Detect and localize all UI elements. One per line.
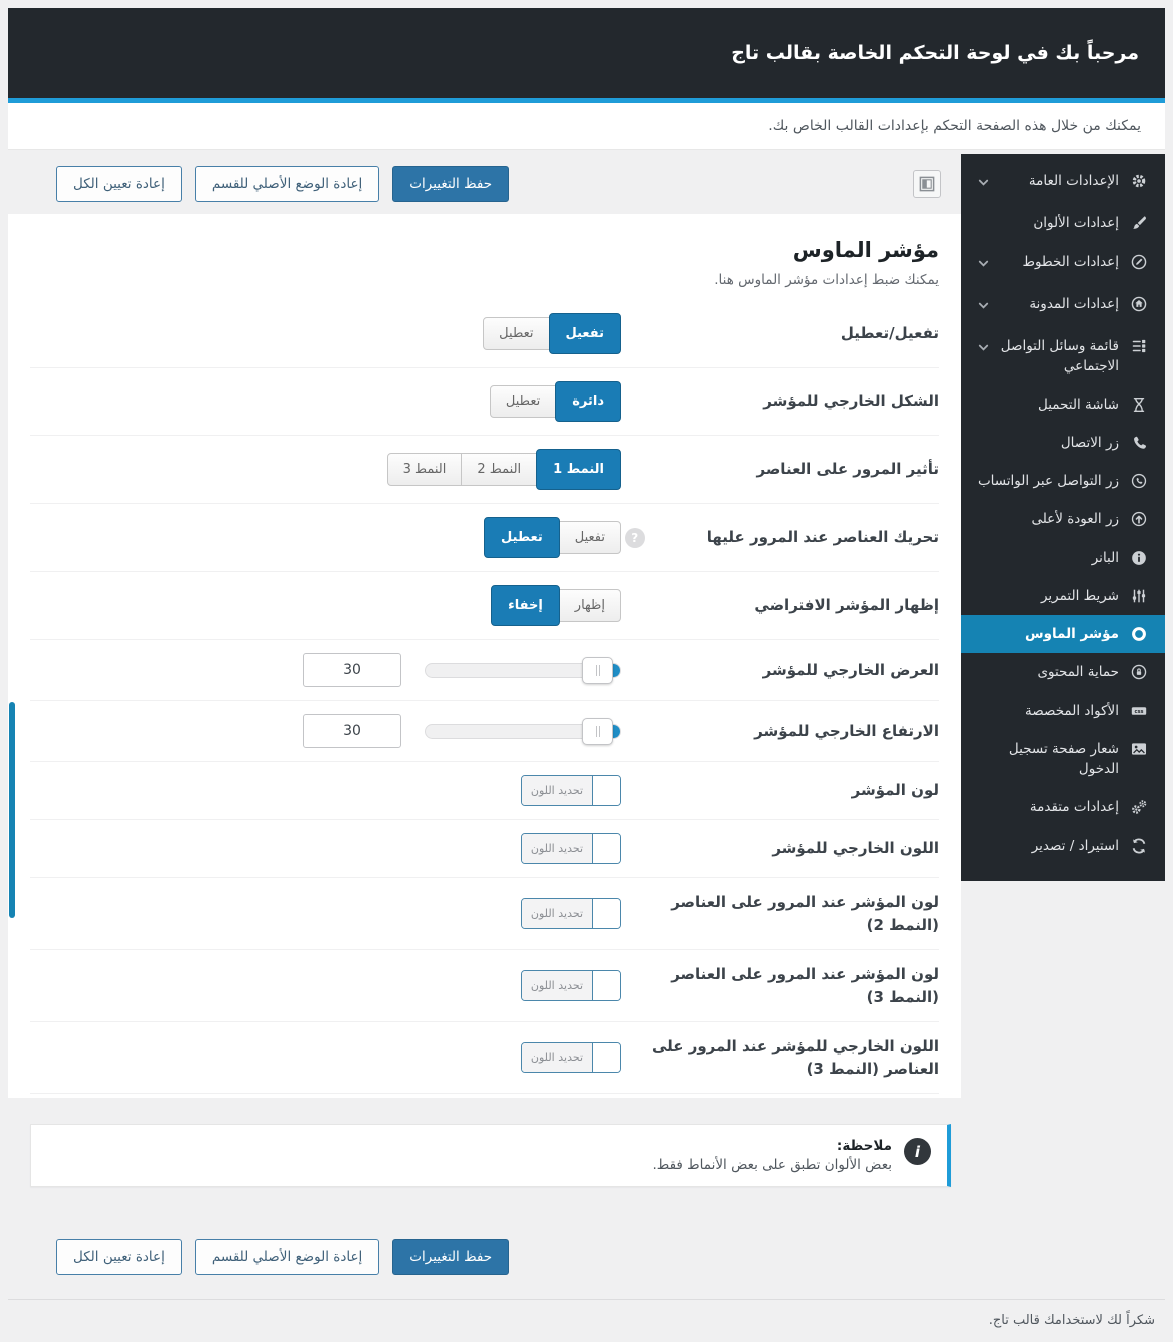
sidebar-item-advanced-settings[interactable]: إعدادات متقدمة [961,788,1165,826]
section-description: يمكنك ضبط إعدادات مؤشر الماوس هنا. [714,272,939,288]
top-button-group [56,166,509,202]
enable-option[interactable]: تفعيل [549,313,622,354]
hover-color-style2-picker[interactable]: تحديد اللون [521,898,621,929]
target-circle-icon [1129,624,1149,643]
circle-option[interactable]: دائرة [555,381,621,422]
save-button[interactable]: حفظ التغييرات [392,1239,509,1275]
hover-style-toggle [387,449,621,490]
sidebar-item-color-settings[interactable]: إعدادات الألوان [961,204,1165,242]
page-title: مرحباً بك في لوحة التحكم الخاصة بقالب تاج [731,42,1139,64]
css-badge-icon [1129,701,1149,720]
setting-row-outer-shape: الشكل الخارجي للمؤشر دائرة تعطيل [30,368,939,436]
reset-section-button[interactable]: إعادة الوضع الأصلي للقسم [195,1239,379,1275]
color-swatch [592,1043,620,1072]
sidebar-item-back-to-top[interactable]: زر العودة لأعلى [961,500,1165,538]
hover-color-style3-picker[interactable]: تحديد اللون [521,970,621,1001]
setting-row-outer-height: الارتفاع الخارجي للمؤشر 30 [30,701,939,762]
sidebar-item-call-button[interactable]: زر الاتصال [961,424,1165,462]
layout-toggle-button[interactable] [913,170,941,198]
setting-row-outer-hover-color-style3: اللون الخارجي للمؤشر عند المرور على العناصر (النمط 3) تحديد اللون [30,1022,939,1094]
page-footer: شكراً لك لاستخدامك قالب تاج. [8,1299,1165,1342]
hourglass-icon [1129,395,1149,414]
outer-height-input[interactable] [303,714,401,748]
color-swatch [592,971,620,1000]
sidebar-item-general-settings[interactable]: الإعدادات العامة [961,162,1165,204]
page-header [8,8,1165,98]
gear-icon [1129,171,1149,190]
style-2-option[interactable]: النمط 2 [461,453,537,486]
show-option[interactable]: إظهار [559,589,621,622]
home-circle-icon [1129,294,1149,313]
sidebar-item-banner[interactable]: البانر [961,539,1165,577]
setting-row-move-elements: تحريك العناصر عند المرور عليها ? تفعيل تعطيل [30,504,939,572]
disable-option[interactable]: تعطيل [490,385,556,418]
image-icon [1129,739,1149,758]
bottom-toolbar [8,1187,961,1291]
sliders-icon [1129,586,1149,605]
chevron-down-icon [977,294,990,318]
default-cursor-toggle [491,585,621,626]
bottom-button-group [56,1239,509,1275]
whatsapp-icon [1129,471,1149,490]
top-toolbar [8,154,961,214]
outer-width-input[interactable] [303,653,401,687]
note-title: ملاحظة: [836,1138,892,1154]
info-circle-icon [1129,548,1149,567]
info-icon: i [904,1138,931,1165]
outer-shape-toggle [490,381,621,422]
list-icon [1129,336,1149,355]
color-swatch [592,899,620,928]
sync-icon [1129,836,1149,855]
outer-width-slider[interactable] [425,663,621,678]
chevron-down-icon [977,171,990,195]
sidebar-item-login-logo[interactable]: شعار صفحة تسجيل الدخول [961,730,1165,789]
sidebar-item-scrollbar[interactable]: شريط التمرير [961,577,1165,615]
color-swatch [592,834,620,863]
arrow-up-circle-icon [1129,509,1149,528]
disable-option[interactable]: تعطيل [483,317,549,350]
chevron-down-icon [977,336,990,360]
enable-toggle [483,313,621,354]
sidebar-item-mouse-cursor[interactable]: مؤشر الماوس [961,615,1165,653]
setting-row-hover-color-style3: لون المؤشر عند المرور على العناصر (النمط 3) تحديد اللون [30,950,939,1022]
save-button[interactable]: حفظ التغييرات [392,166,509,202]
reset-all-button[interactable]: إعادة تعيين الكل [56,166,182,202]
slider-handle[interactable] [582,657,613,684]
mouse-cursor-panel [8,214,961,1098]
settings-sidebar [961,154,1165,881]
sidebar-item-font-settings[interactable]: إعدادات الخطوط [961,243,1165,285]
question-icon[interactable]: ? [625,528,645,548]
cursor-color-picker[interactable]: تحديد اللون [521,775,621,806]
sidebar-item-custom-codes[interactable]: css الأكواد المخصصة [961,692,1165,730]
setting-row-hover-effect: تأثير المرور على العناصر النمط 1 النمط 2 النمط 3 [30,436,939,504]
sidebar-item-loading-screen[interactable]: شاشة التحميل [961,386,1165,424]
color-swatch [592,776,620,805]
sidebar-item-social-menu[interactable]: قائمة وسائل التواصل الاجتماعي [961,327,1165,386]
sidebar-item-whatsapp-button[interactable]: زر التواصل عبر الواتساب [961,462,1165,500]
layout-toggle-icon [919,176,935,192]
phone-icon [1129,433,1149,452]
outer-hover-color-style3-picker[interactable]: تحديد اللون [521,1042,621,1073]
svg-text:css: css [1134,708,1144,715]
note-box [30,1124,951,1187]
slider-handle[interactable] [582,718,613,745]
sidebar-item-content-protection[interactable]: حماية المحتوى [961,653,1165,691]
move-elements-toggle [484,517,621,558]
setting-row-outer-color: اللون الخارجي للمؤشر تحديد اللون [30,820,939,878]
pen-circle-icon [1129,252,1149,271]
outer-color-picker[interactable]: تحديد اللون [521,833,621,864]
setting-row-outer-width: العرض الخارجي للمؤشر 30 [30,640,939,701]
enable-option[interactable]: تفعيل [559,521,621,554]
setting-row-enable: تفعيل/تعطيل تفعيل تعطيل [30,300,939,368]
reset-section-button[interactable]: إعادة الوضع الأصلي للقسم [195,166,379,202]
lock-circle-icon [1129,662,1149,681]
reset-all-button[interactable]: إعادة تعيين الكل [56,1239,182,1275]
scrollbar-thumb[interactable] [9,702,15,918]
setting-row-default-cursor: إظهار المؤشر الافتراضي إظهار إخفاء [30,572,939,640]
sidebar-item-import-export[interactable]: استيراد / تصدير [961,827,1165,865]
note-text: بعض الألوان تطبق على بعض الأنماط فقط. [652,1157,892,1173]
main-content [8,154,961,1291]
chevron-down-icon [977,252,990,276]
section-title: مؤشر الماوس [792,238,939,262]
hide-option[interactable]: إخفاء [491,585,560,626]
brush-icon [1129,213,1149,232]
gears-icon [1129,797,1149,816]
intro-text: يمكنك من خلال هذه الصفحة التحكم بإعدادات القالب الخاص بك. [8,103,1165,150]
sidebar-item-blog-settings[interactable]: إعدادات المدونة [961,285,1165,327]
setting-row-hover-color-style2: لون المؤشر عند المرور على العناصر (النمط 2) تحديد اللون [30,878,939,950]
style-3-option[interactable]: النمط 3 [387,453,463,486]
disable-option[interactable]: تعطيل [484,517,560,558]
outer-height-slider[interactable] [425,724,621,739]
style-1-option[interactable]: النمط 1 [536,449,621,490]
setting-row-cursor-color: لون المؤشر تحديد اللون [30,762,939,820]
section-header [30,216,939,300]
